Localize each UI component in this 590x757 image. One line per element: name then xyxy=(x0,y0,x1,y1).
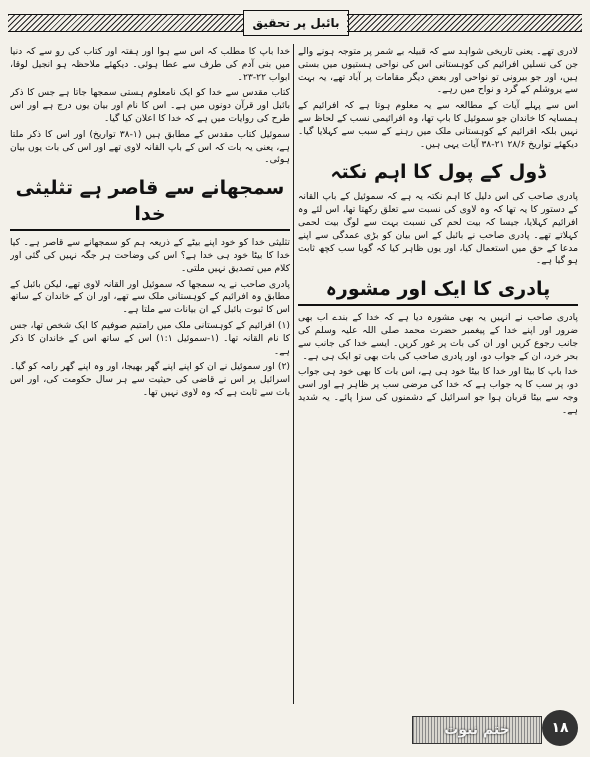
column-divider xyxy=(293,44,294,704)
list-item: (۱) افرائیم کے کوہستانی ملک میں رامتیم صوفیم کا ایک شخص تھا، جس کا نام القانہ تھا۔ (۱-سموئیل ۱:۱) اس کے ساتھ اس کے خاندان کا ذکر ہے۔ xyxy=(10,319,290,357)
paragraph: تثلیثی خدا کو خود اپنے بیٹے کے ذریعہ ہم کو سمجھانے سے قاصر ہے۔ کیا خدا کا بیٹا خود ہی خدا ہے؟ اس کی وضاحت ہر جگہ نہیں کی گئی اور کلام میں تصدیق نہیں ملتی۔ xyxy=(10,237,290,274)
page-header xyxy=(8,8,582,38)
paragraph: اس سے پہلے آیات کے مطالعہ سے یہ معلوم ہوتا ہے کہ افرائیم کے ہمسایہ کا خاندان جو سموئیل کا باپ تھا، وہ افرائیمی نسب کے لحاظ سے نہیں بلکہ افرائیم کے کوہستانی ملک میں رہنے کے سبب سے کہلایا گیا۔ دیکھئے تواریخ ۲۸/۶ ۲۱-۳۸ آیات یہی ہیں۔ xyxy=(298,100,578,150)
header-hatch-right xyxy=(347,14,582,32)
right-column xyxy=(298,46,578,686)
section-heading: سمجھانے سے قاصر ہے تثلیثی خدا xyxy=(10,175,290,231)
paragraph: لادری تھے۔ یعنی تاریخی شواہد سے کہ قبیلہ بے شمر پر متوجہ ہونے والے جن کی نسلیں افرائیم کی کوہستانی اس کی نواحی ہستیوں میں بستی ہیں، اور جو بیرونی تو نواحی اور بعض دیگر مقامات پر آباد تھے، یہ بہت سے یروشلم کے گرد و نواح میں رہے۔ xyxy=(298,46,578,96)
left-column xyxy=(10,46,290,746)
page-number: ۱۸ xyxy=(542,710,578,746)
paragraph: کتاب مقدس سے خدا کو ایک نامعلوم ہستی سمجھا جاتا ہے جس کا ذکر بائبل اور قرآن دونوں میں ہے۔ اس کا نام اور بیان یوں درج ہے اور اس طرح کی روایات میں ہے کہ خدا کا اعلان کیا گیا۔ xyxy=(10,87,290,124)
paragraph: پادری صاحب نے یہ سمجھا کہ سموئیل اور القانہ لاوی تھے، لیکن بائبل کے مطابق وہ افرائیم کے کوہستانی ملک سے تھے، اور ان کے خاندان کے ساتھ اس کا ثبوت بائبل کے ان بیانات سے ملتا ہے۔ xyxy=(10,278,290,316)
header-hatch-left xyxy=(8,14,243,32)
section-title: بائبل پر تحقیق xyxy=(243,10,349,36)
list-item: (۲) اور سموئیل نے ان کو اپنے اپنے گھر بھیجا، اور وہ اپنے گھر رامہ کو گیا۔ اسرائیل پر اس نے قاضی کی حیثیت سے ہر سال حکومت کی، اور اس بات سے ثابت ہے کہ وہ لاوی نہیں تھا۔ xyxy=(10,361,290,398)
section-heading: ڈول کے پول کا اہم نکتہ xyxy=(330,161,546,184)
magazine-banner: ختم نبوت xyxy=(412,716,542,744)
paragraph: سموئیل کتاب مقدس کے مطابق ہیں (۱-۳۸ تواریخ) اور اس کا ذکر ملتا ہے، یعنی یہ بات کہ اس کے باپ القانہ لاوی تھے اور اس کی بات یوں بیان ہوئی۔ xyxy=(10,128,290,166)
paragraph: پادری صاحب کی اس دلیل کا اہم نکتہ یہ ہے کہ سموئیل کے باپ القانہ کے دستور کا یہ تھا کہ وہ لاوی کی نسبت سے تعلق رکھتا تھا، اس لئے وہ افرائیم کہلایا، جیسا کہ بیت لحم کی نسبت بہت سے لوگ بیت لحمی کہلاتے تھے۔ پادری صاحب نے بائبل کے اس بیان کو بڑی عمدگی سے اپنے مدعا کے حق میں استعمال کیا، اور یوں ظاہر کیا کہ گویا سب کچھ ثابت ہو گیا ہے۔ xyxy=(298,191,578,267)
paragraph: خدا باپ کا مطلب کہ اس سے ہوا اور ہفتہ اور کتاب کی رو سے کہ دنیا میں بنی آدم کی طرف سے عطا ہوئی۔ دیکھئے ملاحظہ ہو انجیل لوقا، ابواب ۲۲-۲۳۔ xyxy=(10,46,290,83)
paragraph: خدا باپ کا بیٹا اور خدا کا بیٹا خود ہی ہے، اس بات کا بھی خود ہی جواب دو، پر سب کا یہ جواب ہے کہ خدا کی مرضی سب پر ظاہر ہے اور اسی وجہ سے بیٹا قربان ہوا جو اسرائیل کے دشمنوں کی سزا پائے۔ یہ شدید ہے۔ xyxy=(298,366,578,416)
paragraph: پادری صاحب نے انہیں یہ بھی مشورہ دیا ہے کہ خدا کے بندے اب بھی ضرور اور اپنے خدا کے پیغمبر حضرت محمد صلی اللہ علیہ وسلم کی جانب رجوع کریں اور ان کی بات پر غور کریں۔ ایسے خدا کی جانب سے بحر خرد، ان کے جواب دو، اور پادری صاحب کی بات بھی تو ایک ہی ہے۔ xyxy=(298,312,578,362)
page-footer xyxy=(412,710,578,748)
section-heading: پادری کا ایک اور مشورہ xyxy=(298,276,578,306)
